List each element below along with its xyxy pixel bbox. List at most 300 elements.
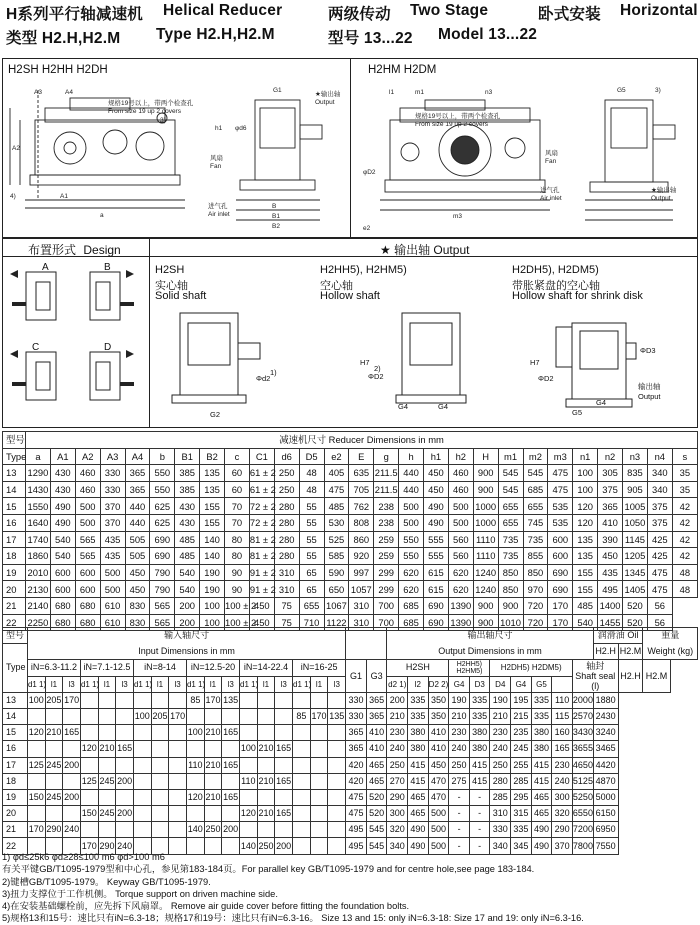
table-cell <box>80 692 98 708</box>
g-spacer-2 <box>346 644 387 660</box>
table-cell: 80 <box>225 531 250 548</box>
table-cell: 6550 <box>572 806 593 822</box>
air-inlet-label-cn: 进气孔 <box>208 203 228 210</box>
table-cell: 1240 <box>473 564 498 581</box>
table-row <box>3 498 698 515</box>
table-cell: 380 <box>531 725 552 741</box>
oil-col-m: H2.M <box>618 644 643 660</box>
table-cell: 170 <box>310 708 328 724</box>
out-col: G4 <box>449 676 470 692</box>
column-header: B2 <box>200 448 225 465</box>
model-en: Model 13...22 <box>438 26 538 43</box>
table-cell: 120 <box>186 789 204 805</box>
table1-header-row <box>3 432 698 449</box>
table-cell <box>133 822 151 838</box>
table-cell <box>98 822 116 838</box>
table-cell: 762 <box>349 498 374 515</box>
table-cell: 275 <box>449 773 470 789</box>
table-cell: 1057 <box>349 581 374 598</box>
table-cell <box>169 789 187 805</box>
table-cell: 85 <box>186 692 204 708</box>
table-cell: 1067 <box>324 597 349 614</box>
table-cell <box>328 741 346 757</box>
arrangement-a: A <box>42 262 49 273</box>
table-cell: 1240 <box>473 581 498 598</box>
table-cell: 150 <box>27 789 45 805</box>
ratio-group: iN=8-14 <box>133 660 186 676</box>
table-cell <box>310 692 328 708</box>
table-cell: 170 <box>548 597 573 614</box>
table-cell: 1110 <box>473 548 498 565</box>
table-cell: 450 <box>424 481 449 498</box>
table-cell <box>45 773 63 789</box>
table-cell: 435 <box>598 564 623 581</box>
dim-b2: B2 <box>272 223 280 230</box>
table-cell: 620 <box>448 581 473 598</box>
table-cell: 420 <box>346 773 367 789</box>
table-cell: 210 <box>449 708 470 724</box>
header-line-1 <box>6 2 696 22</box>
table-cell: 4420 <box>593 757 618 773</box>
table-cell: 2430 <box>593 708 618 724</box>
table-cell: 415 <box>531 773 552 789</box>
table-cell: 350 <box>428 692 449 708</box>
table-cell <box>133 741 151 757</box>
table-cell: 140 <box>200 548 225 565</box>
table-cell: 860 <box>349 531 374 548</box>
out-col: D2 2) <box>428 676 449 692</box>
table-cell: 3465 <box>593 741 618 757</box>
table-cell: 65 <box>299 564 324 581</box>
table-cell: 365 <box>125 465 150 482</box>
dim-phi-d2: Φd2 <box>256 374 271 383</box>
row-type: 13 <box>3 692 28 708</box>
table-cell <box>169 741 187 757</box>
table-cell: 75 <box>274 597 299 614</box>
table2-header-row <box>3 660 698 676</box>
dim-phi-d2-b: ΦD2 <box>368 372 384 381</box>
table-cell: 310 <box>490 806 511 822</box>
sub-col: l1 <box>204 676 222 692</box>
table-cell: 550 <box>399 531 424 548</box>
row-type: 18 <box>3 773 28 789</box>
table-cell: 690 <box>548 564 573 581</box>
table-cell: 1005 <box>623 498 648 515</box>
mount-title-en: Horizontal <box>620 2 698 19</box>
oil-header <box>593 628 643 644</box>
table-cell: 245 <box>511 741 532 757</box>
sub-col: d1 1) <box>293 676 311 692</box>
table-cell <box>169 757 187 773</box>
table-cell: 520 <box>623 597 648 614</box>
output-label-en: Output <box>315 99 335 106</box>
table-cell <box>222 806 240 822</box>
table-cell: 545 <box>498 481 523 498</box>
table-cell: 170 <box>169 708 187 724</box>
table-cell: 565 <box>150 597 175 614</box>
table-cell <box>80 789 98 805</box>
table-cell <box>116 692 134 708</box>
table-cell: 340 <box>490 838 511 854</box>
table-cell <box>310 773 328 789</box>
table-cell: 80 <box>225 548 250 565</box>
table-cell: 6950 <box>593 822 618 838</box>
row-type: 16 <box>3 514 26 531</box>
table-cell <box>151 806 169 822</box>
table-cell <box>257 692 275 708</box>
table-cell: 135 <box>328 708 346 724</box>
table-cell: 210 <box>204 757 222 773</box>
table-cell <box>98 708 116 724</box>
table-cell: 655 <box>523 498 548 515</box>
variant-3-code: H2DH5), H2DM5) <box>512 264 599 276</box>
dim-g2: G2 <box>210 410 221 419</box>
table-cell: 620 <box>399 581 424 598</box>
table-cell: 270 <box>387 773 408 789</box>
table-cell: 380 <box>469 725 490 741</box>
table-cell <box>310 725 328 741</box>
table-cell: 420 <box>346 757 367 773</box>
table-row <box>3 822 698 838</box>
table-cell: 250 <box>257 838 275 854</box>
table1-title: 减速机尺寸 Reducer Dimensions in mm <box>26 432 698 449</box>
table-cell: 585 <box>324 548 349 565</box>
table-cell: 165 <box>552 741 573 757</box>
column-header: n4 <box>647 448 672 465</box>
table-cell: 650 <box>324 581 349 598</box>
output-label-cn-right: ★输出轴 <box>651 187 677 194</box>
row-type: 20 <box>3 806 28 822</box>
table-cell: 490 <box>424 498 449 515</box>
column-header: e2 <box>324 448 349 465</box>
table-cell: 485 <box>175 531 200 548</box>
table-cell: 470 <box>428 789 449 805</box>
table-cell: 3655 <box>572 741 593 757</box>
table-cell: 190 <box>200 581 225 598</box>
table-cell: 170 <box>80 838 98 854</box>
table-cell <box>293 741 311 757</box>
table-cell: 56 <box>647 597 672 614</box>
table-cell: 1145 <box>623 531 648 548</box>
table-cell: 1640 <box>26 514 51 531</box>
table-cell: 210 <box>387 708 408 724</box>
table-cell: 460 <box>75 481 100 498</box>
dim-a: a <box>100 212 104 219</box>
table-cell: 140 <box>200 531 225 548</box>
table-row <box>3 789 698 805</box>
table-cell: 680 <box>50 597 75 614</box>
sub-col: l3 <box>275 676 293 692</box>
footnote-1: 1) φd≤25k6 φd≥28≤100 m6 φd>100 m6 <box>2 852 165 862</box>
row-type: 18 <box>3 548 26 565</box>
table-cell: 490 <box>424 514 449 531</box>
table-cell: 855 <box>523 548 548 565</box>
type-label-en: Type <box>3 644 28 693</box>
column-header: m1 <box>498 448 523 465</box>
table-cell: - <box>449 789 470 805</box>
table-cell: 830 <box>125 597 150 614</box>
table-cell: 255 <box>511 757 532 773</box>
stage-title-en: Two Stage <box>410 2 489 19</box>
note-1: 1) <box>270 368 277 377</box>
table-cell: 290 <box>387 789 408 805</box>
table-cell: 365 <box>346 741 367 757</box>
table-cell: 720 <box>523 614 548 631</box>
table-cell: 200 <box>175 614 200 631</box>
dim-a3: A3 <box>34 89 42 96</box>
table-cell <box>116 725 134 741</box>
table-cell: 550 <box>150 465 175 482</box>
table-cell: 600 <box>75 564 100 581</box>
table-cell: 6150 <box>593 806 618 822</box>
table-cell: 720 <box>523 597 548 614</box>
table-cell <box>293 757 311 773</box>
table-cell: 190 <box>200 564 225 581</box>
table-cell: 450 <box>424 465 449 482</box>
table-cell: 170 <box>63 692 81 708</box>
table-cell <box>204 708 222 724</box>
table-cell: 590 <box>324 564 349 581</box>
footnote-4: 4)在安装基础螺栓前，应先拆下风扇罩。 Remove air guide cover before fitting the foundation bolts. <box>2 901 410 912</box>
table-cell: - <box>469 789 490 805</box>
table-cell <box>222 773 240 789</box>
table-cell: 430 <box>50 481 75 498</box>
table-cell: 215 <box>511 708 532 724</box>
table-cell: 72 ± 2 <box>249 514 274 531</box>
table-cell <box>186 773 204 789</box>
table-cell: 380 <box>531 741 552 757</box>
row-type: 19 <box>3 564 26 581</box>
table-cell: 485 <box>324 498 349 515</box>
table-cell <box>293 789 311 805</box>
table-cell: 475 <box>346 789 367 805</box>
table-cell: 545 <box>366 822 387 838</box>
ratio-group: iN=7.1-12.5 <box>80 660 133 676</box>
table-cell: 490 <box>50 498 75 515</box>
table-cell: 900 <box>473 481 498 498</box>
table-cell: 465 <box>531 806 552 822</box>
g-spacer <box>346 628 387 644</box>
table-cell <box>45 708 63 724</box>
table-cell <box>116 822 134 838</box>
table-cell: 555 <box>424 548 449 565</box>
table-cell: 310 <box>349 614 374 631</box>
table-cell: 240 <box>387 741 408 757</box>
out-col: d2 1) <box>387 676 408 692</box>
air-inlet-label-en: Air inlet <box>208 211 230 218</box>
table-cell: 300 <box>552 789 573 805</box>
table-cell: 465 <box>408 789 429 805</box>
table-cell: 70 <box>225 514 250 531</box>
table-cell: 560 <box>448 548 473 565</box>
seal-note: (l) <box>591 681 600 692</box>
dim-d6: φd6 <box>235 125 247 132</box>
table-row <box>3 725 698 741</box>
cover-note-en-right: From size 19 up 2 covers <box>415 121 488 128</box>
table-cell: 290 <box>45 822 63 838</box>
table-cell: 490 <box>531 822 552 838</box>
table-cell: 125 <box>80 773 98 789</box>
table-cell: 240 <box>116 838 134 854</box>
table-cell <box>328 773 346 789</box>
table-cell: 35 <box>672 465 697 482</box>
column-header: m3 <box>548 448 573 465</box>
table-cell: 745 <box>523 514 548 531</box>
column-header: B1 <box>175 448 200 465</box>
table-cell: 415 <box>469 773 490 789</box>
table-cell: 91 ± 2 <box>249 564 274 581</box>
weight-cn: 重量 <box>643 628 698 644</box>
table2-header-row <box>3 628 698 644</box>
table-cell <box>27 806 45 822</box>
table-cell: 1455 <box>598 614 623 631</box>
table-cell: 365 <box>366 692 387 708</box>
table-cell: 320 <box>387 822 408 838</box>
drawing-title-right: H2HM H2DM <box>368 64 437 76</box>
table-cell: 3240 <box>593 725 618 741</box>
footnote-1b: 有关平键GB/T1095-1979型和中心孔，参见第183-184页。For parallel key GB/T1095-1979 and for centre hole,see page 183-184. <box>2 864 535 875</box>
column-header: A3 <box>100 448 125 465</box>
table-cell: 190 <box>449 692 470 708</box>
input-title-en: Input Dimensions in mm <box>27 644 345 660</box>
table-cell <box>204 806 222 822</box>
table-cell: 230 <box>490 725 511 741</box>
table-cell: 435 <box>100 548 125 565</box>
table-cell: 495 <box>598 581 623 598</box>
table-cell: 540 <box>50 548 75 565</box>
dim-a4: A4 <box>65 89 73 96</box>
table-cell <box>133 806 151 822</box>
table-cell: 410 <box>428 741 449 757</box>
table-cell: 545 <box>523 465 548 482</box>
table-cell: 170 <box>548 614 573 631</box>
column-header: m2 <box>523 448 548 465</box>
table-cell: 330 <box>100 481 125 498</box>
table-cell <box>293 773 311 789</box>
table-cell: 1122 <box>324 614 349 631</box>
sub-col: d1 1) <box>80 676 98 692</box>
table-cell <box>98 725 116 741</box>
table-cell: 690 <box>424 597 449 614</box>
table-cell <box>116 757 134 773</box>
row-type: 20 <box>3 581 26 598</box>
table-cell <box>151 789 169 805</box>
table-cell: 48 <box>672 581 697 598</box>
table-cell: 440 <box>399 465 424 482</box>
table-cell: 7550 <box>593 838 618 854</box>
table-cell: 525 <box>324 531 349 548</box>
sub-col: d1 1) <box>133 676 151 692</box>
fan-label-en-right: Fan <box>545 158 557 165</box>
dim-g5: G5 <box>617 87 626 94</box>
reducer-dimensions-table <box>2 431 698 631</box>
table-cell: 735 <box>498 548 523 565</box>
dim-n3: n3 <box>485 89 493 96</box>
table-cell <box>328 725 346 741</box>
table-cell <box>45 741 63 757</box>
header-line-2 <box>6 26 696 46</box>
dim-b: B <box>272 203 277 210</box>
column-header: n3 <box>623 448 648 465</box>
dim-a2: A2 <box>12 145 20 152</box>
table-cell: 115 <box>552 708 573 724</box>
column-header: A1 <box>50 448 75 465</box>
table-cell: 500 <box>100 564 125 581</box>
table-cell <box>204 773 222 789</box>
table-cell: 390 <box>598 531 623 548</box>
table-cell: 465 <box>531 789 552 805</box>
table-cell: 450 <box>125 564 150 581</box>
table-cell: 280 <box>274 548 299 565</box>
table-cell <box>275 789 293 805</box>
table-cell: 2140 <box>26 597 51 614</box>
table-cell: 205 <box>45 692 63 708</box>
output-label-en-right: Output <box>651 195 671 202</box>
table-cell: 42 <box>672 531 697 548</box>
table-cell: 535 <box>548 514 573 531</box>
table-cell: 465 <box>366 773 387 789</box>
table-cell: 375 <box>647 498 672 515</box>
sub-col: l3 <box>63 676 81 692</box>
table-cell: 230 <box>552 757 573 773</box>
table-cell: 205 <box>151 708 169 724</box>
row-type: 14 <box>3 481 26 498</box>
table-cell <box>257 725 275 741</box>
table-cell: 48 <box>672 564 697 581</box>
table-cell: 970 <box>523 581 548 598</box>
table-cell: 238 <box>374 514 399 531</box>
table-cell: 1290 <box>26 465 51 482</box>
table-row <box>3 465 698 482</box>
table-cell: 305 <box>598 465 623 482</box>
dim-h7-a: H7 <box>360 358 370 367</box>
table-cell <box>275 757 293 773</box>
table-row <box>3 531 698 548</box>
table-cell: 330 <box>346 708 367 724</box>
table-cell: 655 <box>498 514 523 531</box>
table-cell: 210 <box>45 725 63 741</box>
table-cell: 710 <box>299 614 324 631</box>
out-col: G4 <box>511 676 532 692</box>
table-cell <box>310 757 328 773</box>
table-cell: 460 <box>75 465 100 482</box>
table-cell: 415 <box>408 757 429 773</box>
table-cell: 70 <box>225 498 250 515</box>
table-cell: 850 <box>498 564 523 581</box>
output-title: ★ 输出轴 Output <box>380 243 470 257</box>
column-header: E <box>349 448 374 465</box>
table-cell <box>222 708 240 724</box>
sub-col: d1 1) <box>240 676 258 692</box>
table-cell: 65 <box>299 581 324 598</box>
ratio-group: iN=16-25 <box>293 660 346 676</box>
table-cell <box>275 725 293 741</box>
column-header: D5 <box>299 448 324 465</box>
oil-col-h: H2.H <box>593 644 618 660</box>
dim-m3: m3 <box>453 213 463 220</box>
table-cell <box>116 708 134 724</box>
table-cell <box>240 692 258 708</box>
table-cell: 735 <box>523 531 548 548</box>
table-cell: 405 <box>324 465 349 482</box>
table-cell <box>310 822 328 838</box>
table-cell: 1050 <box>623 514 648 531</box>
row-type: 14 <box>3 708 28 724</box>
table-cell <box>151 692 169 708</box>
column-header: g <box>374 448 399 465</box>
table-cell <box>133 692 151 708</box>
air-inlet-label-en-right: Air inlet <box>540 195 562 202</box>
